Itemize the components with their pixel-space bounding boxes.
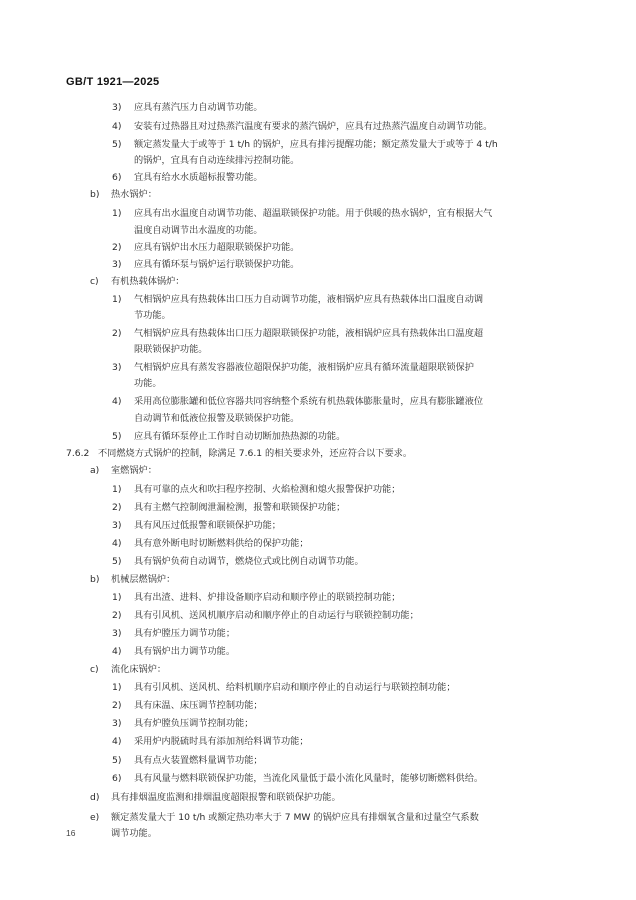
item-text: 具有可靠的点火和吹扫程序控制、火焰检测和熄火报警保护功能； bbox=[134, 484, 401, 495]
item-number: 5) bbox=[112, 139, 122, 150]
item-number: 4) bbox=[112, 538, 122, 549]
item-number: 5) bbox=[112, 431, 122, 442]
item-text: 应具有出水温度自动调节功能、超温联锁保护功能。用于供暖的热水锅炉，宜有根据大气 bbox=[134, 208, 493, 219]
item-text: 具有主燃气控制阀泄漏检测，报警和联锁保护功能； bbox=[134, 502, 346, 513]
item-number: 2) bbox=[112, 610, 122, 621]
item-number: 5) bbox=[112, 755, 122, 766]
item-number: 2) bbox=[112, 242, 122, 253]
item-text: 机械层燃锅炉： bbox=[111, 574, 176, 585]
item-text: 具有床温、床压调节控制功能； bbox=[134, 700, 263, 711]
item-number: b) bbox=[90, 189, 100, 200]
item-number: 4) bbox=[112, 396, 122, 407]
item-number: c) bbox=[90, 276, 99, 287]
item-number: 1) bbox=[112, 592, 122, 603]
item-text: 具有风压过低报警和联锁保护功能； bbox=[134, 520, 281, 531]
item-text: 气相锅炉应具有热载体出口压力自动调节功能，液相锅炉应具有热载体出口温度自动调 bbox=[134, 294, 484, 305]
item-number: c) bbox=[90, 664, 99, 675]
item-text: 限联锁保护功能。 bbox=[134, 344, 208, 355]
item-text: 具有排烟温度监测和排烟温度超限报警和联锁保护功能。 bbox=[111, 792, 341, 803]
item-text: 有机热载体锅炉： bbox=[111, 276, 185, 287]
item-text: 功能。 bbox=[134, 378, 162, 389]
item-number: 3) bbox=[112, 362, 122, 373]
item-text: 额定蒸发量大于或等于 1 t/h 的锅炉，应具有排污提醒功能；额定蒸发量大于或等于 4 t/h bbox=[134, 139, 498, 150]
item-text: 采用炉内脱硫时具有添加剂给料调节功能； bbox=[134, 736, 309, 747]
item-text: 具有炉膛负压调节控制功能； bbox=[134, 718, 254, 729]
item-number: 1) bbox=[112, 294, 122, 305]
item-number: e) bbox=[90, 812, 100, 823]
item-number: 3) bbox=[112, 628, 122, 639]
item-text: 流化床锅炉： bbox=[111, 664, 167, 675]
item-number: 1) bbox=[112, 682, 122, 693]
item-text: 自动调节和低液位报警及联锁保护功能。 bbox=[134, 413, 300, 424]
item-text: 具有锅炉负荷自动调节，燃烧位式或比例自动调节功能。 bbox=[134, 556, 364, 567]
item-text: 采用高位膨胀罐和低位容器共同容纳整个系统有机热载体膨胀量时，应具有膨胀罐液位 bbox=[134, 396, 484, 407]
item-number: d) bbox=[90, 792, 100, 803]
item-number: 5) bbox=[112, 556, 122, 567]
item-text: 具有出渣、进料、炉排设备顺序启动和顺序停止的联锁控制功能； bbox=[134, 592, 401, 603]
item-number: a) bbox=[90, 465, 100, 476]
item-number: 6) bbox=[112, 172, 122, 183]
item-text: 应具有循环泵停止工作时自动切断加热热源的功能。 bbox=[134, 431, 346, 442]
item-text: 热水锅炉： bbox=[111, 189, 157, 200]
item-text: 额定蒸发量大于 10 t/h 或额定热功率大于 7 MW 的锅炉应具有排烟氧含量和过量空气系数 bbox=[111, 812, 479, 823]
item-text: 温度自动调节出水温度的功能。 bbox=[134, 225, 263, 236]
item-text: 应具有蒸汽压力自动调节功能。 bbox=[134, 102, 263, 113]
item-number: 3) bbox=[112, 102, 122, 113]
item-text: 具有风量与燃料联锁保护功能，当流化风量低于最小流化风量时，能够切断燃料供给。 bbox=[134, 773, 484, 784]
item-number: b) bbox=[90, 574, 100, 585]
item-text: 调节功能。 bbox=[111, 828, 157, 839]
item-number: 1) bbox=[112, 208, 122, 219]
item-text: 节功能。 bbox=[134, 310, 171, 321]
item-text: 的锅炉，宜具有自动连续排污控制功能。 bbox=[134, 155, 300, 166]
item-text: 具有引风机、送风机顺序启动和顺序停止的自动运行与联锁控制功能； bbox=[134, 610, 419, 621]
page-number: 16 bbox=[66, 828, 76, 838]
item-number: 2) bbox=[112, 700, 122, 711]
item-number: 7.6.2 bbox=[66, 448, 90, 459]
standard-number: GB/T 1921—2025 bbox=[66, 76, 160, 88]
item-text: 不同燃烧方式锅炉的控制，除满足 7.6.1 的相关要求外，还应符合以下要求。 bbox=[98, 448, 413, 459]
item-text: 应具有循环泵与锅炉运行联锁保护功能。 bbox=[134, 259, 300, 270]
item-number: 1) bbox=[112, 484, 122, 495]
item-number: 4) bbox=[112, 646, 122, 657]
item-text: 具有炉膛压力调节功能； bbox=[134, 628, 236, 639]
item-text: 安装有过热器且对过热蒸汽温度有要求的蒸汽锅炉，应具有过热蒸汽温度自动调节功能。 bbox=[134, 121, 493, 132]
item-text: 具有引风机、送风机、给料机顺序启动和顺序停止的自动运行与联锁控制功能； bbox=[134, 682, 456, 693]
item-number: 2) bbox=[112, 502, 122, 513]
item-number: 2) bbox=[112, 328, 122, 339]
item-number: 3) bbox=[112, 259, 122, 270]
item-text: 具有锅炉出力调节功能。 bbox=[134, 646, 236, 657]
item-number: 3) bbox=[112, 520, 122, 531]
item-text: 气相锅炉应具有蒸发容器液位超限保护功能，液相锅炉应具有循环流量超限联锁保护 bbox=[134, 362, 474, 373]
item-text: 具有意外断电时切断燃料供给的保护功能； bbox=[134, 538, 309, 549]
item-text: 应具有锅炉出水压力超限联锁保护功能。 bbox=[134, 242, 300, 253]
item-text: 气相锅炉应具有热载体出口压力超限联锁保护功能，液相锅炉应具有热载体出口温度超 bbox=[134, 328, 484, 339]
item-text: 室燃锅炉： bbox=[111, 465, 157, 476]
item-number: 4) bbox=[112, 736, 122, 747]
item-number: 4) bbox=[112, 121, 122, 132]
item-number: 3) bbox=[112, 718, 122, 729]
item-number: 6) bbox=[112, 773, 122, 784]
item-text: 宜具有给水水质超标报警功能。 bbox=[134, 172, 263, 183]
item-text: 具有点火装置燃料量调节功能； bbox=[134, 755, 263, 766]
